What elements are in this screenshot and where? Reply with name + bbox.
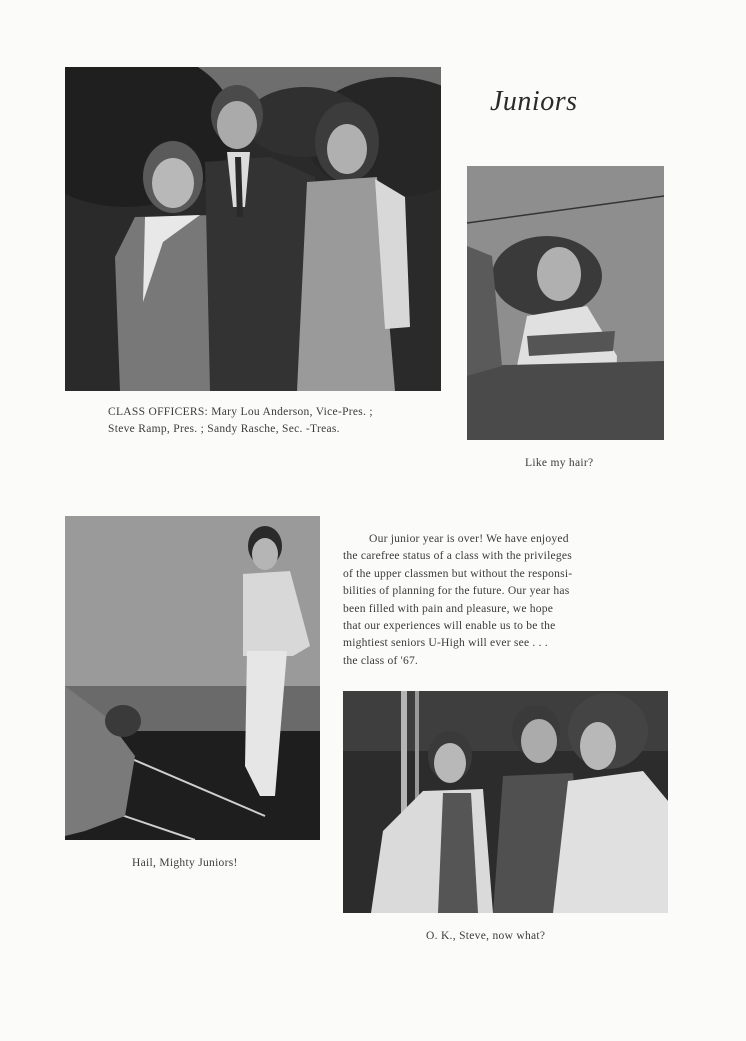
body-line: of the upper classmen but without the responsi- — [343, 566, 573, 580]
body-line: been filled with pain and pleasure, we hope — [343, 601, 554, 615]
mighty-juniors-photo — [65, 516, 320, 840]
body-line: the carefree status of a class with the privileges — [343, 549, 572, 563]
hair-caption: Like my hair? — [525, 457, 594, 469]
class-officers-photo — [65, 67, 441, 391]
ok-steve-photo — [343, 691, 668, 913]
mighty-juniors-caption: Hail, Mighty Juniors! — [132, 857, 238, 869]
hair-photo — [467, 166, 664, 440]
body-line: Our junior year is over! We have enjoyed — [369, 532, 569, 545]
ok-steve-caption: O. K., Steve, now what? — [426, 930, 546, 942]
body-line: that our experiences will enable us to be the — [343, 619, 556, 633]
page-title: Juniors — [490, 86, 578, 117]
body-line: the class of '67. — [343, 653, 419, 667]
body-line: mightiest seniors U-High will ever see . . . — [343, 636, 548, 650]
class-officers-caption — [108, 404, 373, 438]
caption-line: Steve Ramp, Pres. ; Sandy Rasche, Sec. -Treas. — [108, 423, 340, 435]
body-line: bilities of planning for the future. Our year has — [343, 584, 570, 598]
body-paragraph — [343, 530, 643, 669]
caption-line: CLASS OFFICERS: Mary Lou Anderson, Vice-Pres. ; — [108, 406, 373, 418]
